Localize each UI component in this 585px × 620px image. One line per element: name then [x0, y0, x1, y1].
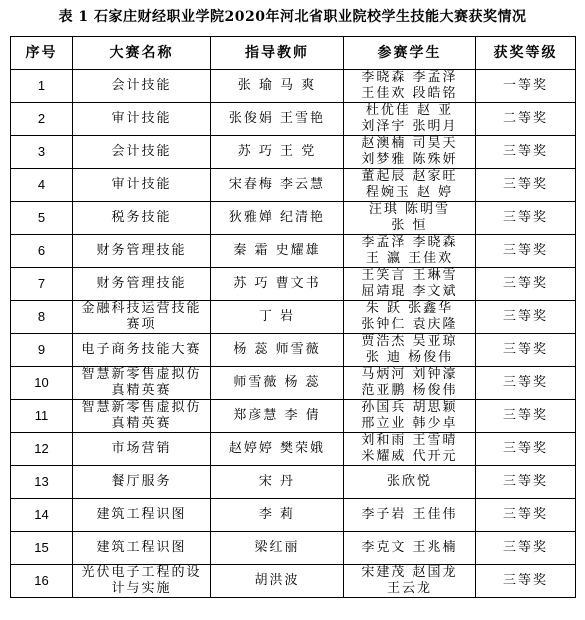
teacher-names: 郑彦慧 李 倩: [211, 400, 344, 433]
contest-name: 财务管理技能: [73, 235, 211, 268]
row-number: 10: [11, 367, 73, 400]
teacher-names: 胡洪波: [211, 565, 344, 598]
table-row: [11, 70, 576, 103]
table-row: [11, 202, 576, 235]
student-names: [344, 565, 476, 598]
student-line: 杜优佳 赵 亚: [365, 103, 454, 118]
student-names: [344, 532, 476, 565]
teacher-names: 宋春梅 李云慧: [211, 169, 344, 202]
award-level: 三等奖: [476, 235, 576, 268]
row-number: 4: [11, 169, 73, 202]
row-number: 15: [11, 532, 73, 565]
table-caption: 表 1 石家庄财经职业学院2020年河北省职业院校学生技能大赛获奖情况: [58, 9, 527, 25]
award-level: 三等奖: [476, 301, 576, 334]
award-level: 三等奖: [476, 400, 576, 433]
student-line: 李克文 王兆楠: [361, 540, 458, 555]
table-body: [11, 70, 576, 598]
teacher-names: 师雪薇 杨 蕊: [211, 367, 344, 400]
teacher-names: 赵婷婷 樊荣娥: [211, 433, 344, 466]
row-number: 9: [11, 334, 73, 367]
student-line: 程婉玉 赵 婷: [365, 185, 454, 200]
row-number: 2: [11, 103, 73, 136]
student-names: [344, 466, 476, 499]
table-row: [11, 400, 576, 433]
teacher-names: 秦 霜 史耀雄: [211, 235, 344, 268]
student-names: [344, 400, 476, 433]
table-row: [11, 136, 576, 169]
table-row: [11, 565, 576, 598]
student-names: [344, 136, 476, 169]
table-row: [11, 301, 576, 334]
table-row: [11, 169, 576, 202]
student-line: 朱 跃 张鑫华: [365, 301, 454, 316]
award-level: 三等奖: [476, 202, 576, 235]
table-row: [11, 268, 576, 301]
awards-table-container: [10, 36, 575, 598]
student-names: [344, 301, 476, 334]
row-number: 11: [11, 400, 73, 433]
student-line: 王 瀛 王佳欢: [365, 251, 454, 266]
student-line: 张钟仁 袁庆隆: [361, 317, 458, 332]
table-row: [11, 433, 576, 466]
teacher-names: 张 瑜 马 爽: [211, 70, 344, 103]
award-level: 三等奖: [476, 367, 576, 400]
student-line: 张欣悦: [386, 474, 432, 489]
header-award: 获奖等级: [476, 37, 576, 70]
award-level: 三等奖: [476, 169, 576, 202]
student-names: [344, 268, 476, 301]
student-line: 孙国兵 胡思颖: [361, 400, 458, 415]
row-number: 12: [11, 433, 73, 466]
contest-name: 智慧新零售虚拟仿真精英赛: [73, 400, 211, 433]
header-teacher: 指导教师: [211, 37, 344, 70]
student-names: [344, 367, 476, 400]
student-line: 王笑言 王琳雪: [361, 268, 458, 283]
student-names: [344, 334, 476, 367]
student-line: 贾浩杰 吴亚琼: [361, 334, 458, 349]
contest-name: 建筑工程识图: [73, 532, 211, 565]
student-names: [344, 235, 476, 268]
teacher-names: 梁红丽: [211, 532, 344, 565]
student-line: 范亚鹏 杨俊伟: [361, 383, 458, 398]
teacher-names: 苏 巧 曹文书: [211, 268, 344, 301]
award-level: 三等奖: [476, 136, 576, 169]
row-number: 6: [11, 235, 73, 268]
row-number: 3: [11, 136, 73, 169]
student-line: 马炳河 刘钟濠: [361, 367, 458, 382]
student-line: 王佳欢 段皓铭: [361, 86, 458, 101]
student-line: 张 恒: [391, 218, 428, 233]
student-line: 刘和雨 王雪晴: [361, 433, 458, 448]
student-names: [344, 499, 476, 532]
award-level: 三等奖: [476, 565, 576, 598]
row-number: 13: [11, 466, 73, 499]
teacher-names: 苏 巧 王 党: [211, 136, 344, 169]
contest-name: 光伏电子工程的设计与实施: [73, 565, 211, 598]
student-names: [344, 169, 476, 202]
student-line: 王云龙: [386, 581, 432, 596]
student-line: 宋建茂 赵国龙: [361, 565, 458, 580]
award-level: 二等奖: [476, 103, 576, 136]
award-level: 一等奖: [476, 70, 576, 103]
award-level: 三等奖: [476, 334, 576, 367]
row-number: 5: [11, 202, 73, 235]
award-level: 三等奖: [476, 499, 576, 532]
contest-name: 会计技能: [73, 70, 211, 103]
student-names: [344, 103, 476, 136]
row-number: 8: [11, 301, 73, 334]
contest-name: 审计技能: [73, 169, 211, 202]
student-names: [344, 433, 476, 466]
student-line: 屈靖琨 李文斌: [361, 284, 458, 299]
student-line: 汪琪 陈明雪: [368, 202, 451, 217]
table-row: [11, 499, 576, 532]
student-line: 刘泽宇 张明月: [361, 119, 458, 134]
contest-name: 审计技能: [73, 103, 211, 136]
header-contest: 大赛名称: [73, 37, 211, 70]
row-number: 1: [11, 70, 73, 103]
student-line: 李子岩 王佳伟: [361, 507, 458, 522]
header-num: 序号: [11, 37, 73, 70]
table-row: [11, 367, 576, 400]
student-line: 董起辰 赵家旺: [361, 169, 458, 184]
contest-name: 税务技能: [73, 202, 211, 235]
table-row: [11, 103, 576, 136]
table-row: [11, 466, 576, 499]
teacher-names: 张俊娟 王雪艳: [211, 103, 344, 136]
contest-name: 建筑工程识图: [73, 499, 211, 532]
header-students: 参赛学生: [344, 37, 476, 70]
table-row: [11, 532, 576, 565]
contest-name: 智慧新零售虚拟仿真精英赛: [73, 367, 211, 400]
award-level: 三等奖: [476, 433, 576, 466]
student-line: 邢立业 韩少卓: [361, 416, 458, 431]
teacher-names: 李 莉: [211, 499, 344, 532]
contest-name: 市场营销: [73, 433, 211, 466]
contest-name: 会计技能: [73, 136, 211, 169]
student-line: 李孟泽 李晓森: [361, 235, 458, 250]
student-line: 米耀威 代开元: [361, 449, 458, 464]
row-number: 16: [11, 565, 73, 598]
student-line: 李晓森 李孟泽: [361, 70, 458, 85]
award-level: 三等奖: [476, 268, 576, 301]
contest-name: 电子商务技能大赛: [73, 334, 211, 367]
student-names: [344, 202, 476, 235]
row-number: 14: [11, 499, 73, 532]
row-number: 7: [11, 268, 73, 301]
student-line: 刘梦雅 陈殊妍: [361, 152, 458, 167]
table-row: [11, 235, 576, 268]
contest-name: 金融科技运营技能赛项: [73, 301, 211, 334]
teacher-names: 狄雅婵 纪清艳: [211, 202, 344, 235]
contest-name: 餐厅服务: [73, 466, 211, 499]
award-level: 三等奖: [476, 466, 576, 499]
award-level: 三等奖: [476, 532, 576, 565]
student-line: 张 迪 杨俊伟: [365, 350, 454, 365]
student-line: 赵澳楠 司昊天: [361, 136, 458, 151]
awards-table: [10, 36, 576, 598]
teacher-names: 宋 丹: [211, 466, 344, 499]
teacher-names: 杨 蕊 师雪薇: [211, 334, 344, 367]
student-names: [344, 70, 476, 103]
table-row: [11, 334, 576, 367]
teacher-names: 丁 岩: [211, 301, 344, 334]
table-header-row: [11, 37, 576, 70]
contest-name: 财务管理技能: [73, 268, 211, 301]
